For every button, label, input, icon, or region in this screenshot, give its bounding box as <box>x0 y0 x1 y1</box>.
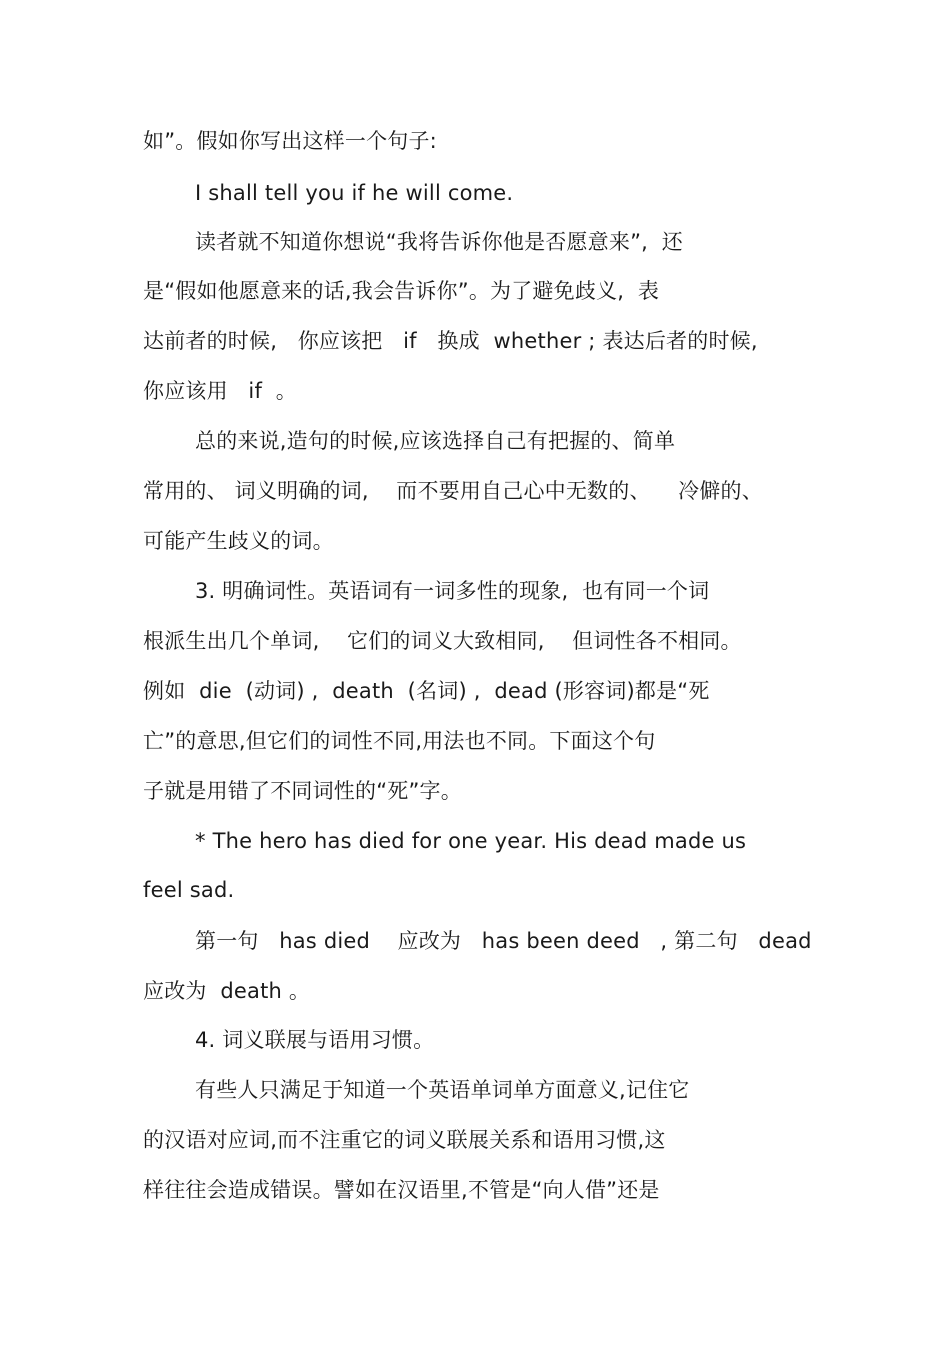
text-line: 常用的、 词义明确的词, 而不要用自己心中无数的、 冷僻的、 <box>143 479 763 503</box>
text-line: 应改为 death 。 <box>143 979 311 1003</box>
text-line: 读者就不知道你想说“我将告诉你他是否愿意来”, 还 <box>195 230 683 254</box>
text-line: 的汉语对应词,而不注重它的词义联展关系和语用习惯,这 <box>143 1128 666 1152</box>
text-line: 4. 词义联展与语用习惯。 <box>195 1028 435 1052</box>
text-line: 如”。假如你写出这样一个句子: <box>143 129 437 153</box>
text-line: 是“假如他愿意来的话,我会告诉你”。为了避免歧义, 表 <box>143 279 660 303</box>
text-line: 你应该用 if 。 <box>143 379 298 403</box>
text-line: * The hero has died for one year. His dead made us <box>195 829 747 853</box>
text-line: 可能产生歧义的词。 <box>143 529 334 553</box>
text-line: 根派生出几个单词, 它们的词义大致相同, 但词性各不相同。 <box>143 629 742 653</box>
text-line: feel sad. <box>143 878 235 902</box>
text-line: 达前者的时候, 你应该把 if 换成 whether ; 表达后者的时候, <box>143 329 758 353</box>
text-line: 总的来说,造句的时候,应该选择自己有把握的、简单 <box>195 429 676 453</box>
text-line: 样往往会造成错误。譬如在汉语里,不管是“向人借”还是 <box>143 1178 660 1202</box>
text-line: 有些人只满足于知道一个英语单词单方面意义,记住它 <box>195 1078 690 1102</box>
text-line: 子就是用错了不同词性的“死”字。 <box>143 779 462 803</box>
text-line: 第一句 has died 应改为 has been deed , 第二句 dead <box>195 929 812 953</box>
text-line: 3. 明确词性。英语词有一词多性的现象, 也有同一个词 <box>195 579 710 603</box>
text-line: 亡”的意思,但它们的词性不同,用法也不同。下面这个句 <box>143 729 656 753</box>
text-line: I shall tell you if he will come. <box>195 181 514 205</box>
text-line: 例如 die (动词) , death (名词) , dead (形容词)都是“死 <box>143 679 710 703</box>
